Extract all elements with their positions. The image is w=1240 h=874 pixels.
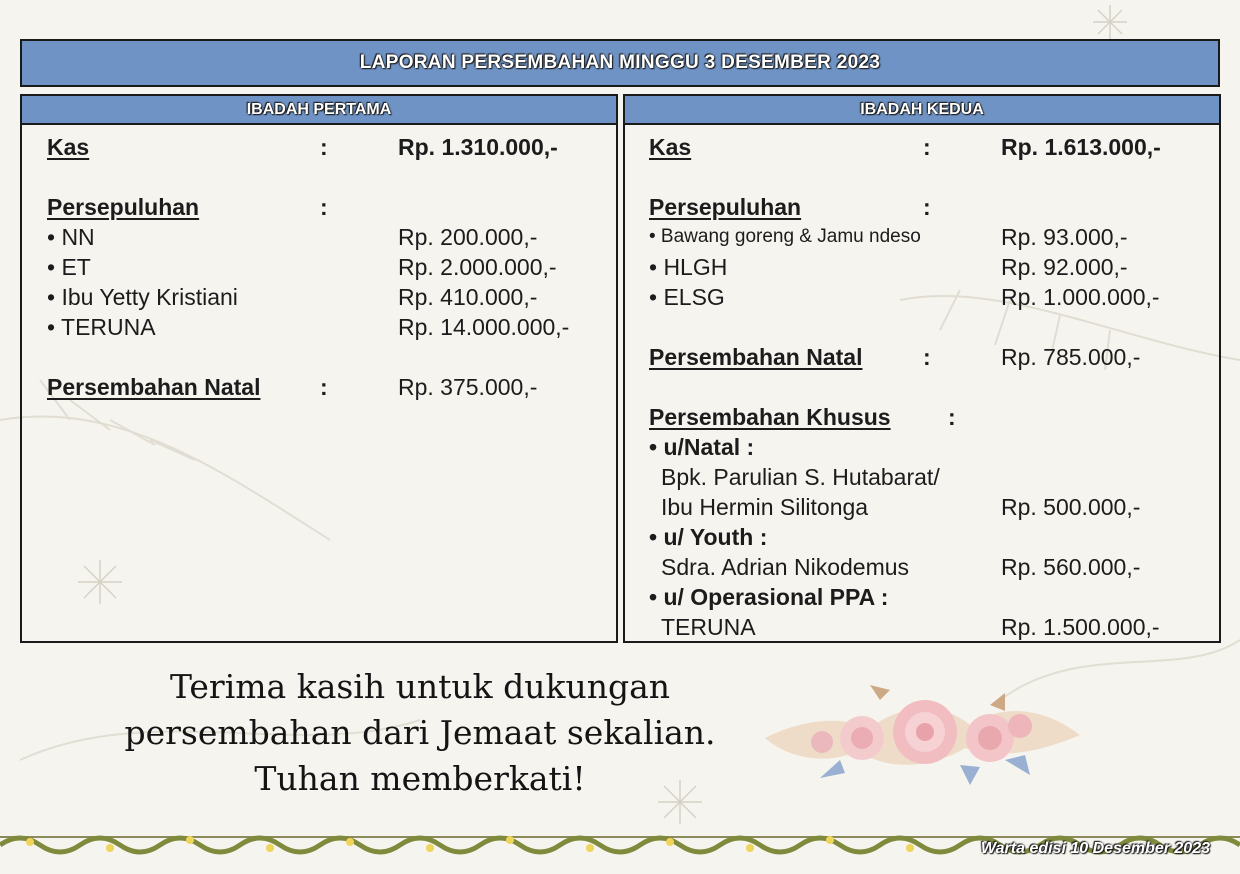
persepuluhan-item-amount: Rp. 200.000,- <box>398 224 538 250</box>
footer-edition: Warta edisi 10 Desember 2023 <box>980 840 1210 857</box>
natal-colon: : <box>923 344 931 370</box>
kas-label: Kas <box>47 134 90 160</box>
persepuluhan-item-amount: Rp. 2.000.000,- <box>398 254 557 280</box>
natal-amount: Rp. 785.000,- <box>1001 344 1141 370</box>
persepuluhan-item-name: • NN <box>47 224 95 250</box>
persepuluhan-colon: : <box>320 194 328 220</box>
persepuluhan-item-amount: Rp. 1.000.000,- <box>1001 284 1160 310</box>
persepuluhan-item-amount: Rp. 93.000,- <box>1001 224 1128 250</box>
khusus-group-line: Ibu Hermin Silitonga <box>661 494 869 520</box>
khusus-group-title: • u/ Operasional PPA : <box>649 584 889 610</box>
natal-label: Persembahan Natal <box>47 374 261 400</box>
thank-you-message <box>120 664 720 802</box>
kas-colon: : <box>320 134 328 160</box>
kas-label: Kas <box>649 134 692 160</box>
panel-ibadah-kedua <box>623 94 1221 643</box>
kas-amount: Rp. 1.613.000,- <box>1001 134 1161 160</box>
report-title: LAPORAN PERSEMBAHAN MINGGU 3 DESEMBER 2023 <box>20 39 1220 87</box>
thank-you-line: Terima kasih untuk dukungan <box>169 667 671 706</box>
persepuluhan-item-name: • ELSG <box>649 284 725 310</box>
natal-colon: : <box>320 374 328 400</box>
persepuluhan-item-name: • ET <box>47 254 91 280</box>
persepuluhan-item-name: • TERUNA <box>47 314 156 340</box>
persepuluhan-colon: : <box>923 194 931 220</box>
khusus-group-title: • u/Natal : <box>649 434 755 460</box>
khusus-group-amount: Rp. 560.000,- <box>1001 554 1141 580</box>
natal-label: Persembahan Natal <box>649 344 863 370</box>
persepuluhan-item-amount: Rp. 92.000,- <box>1001 254 1128 280</box>
panel-header-ibadah-kedua: IBADAH KEDUA <box>625 96 1219 125</box>
thank-you-line: Tuhan memberkati! <box>254 759 586 798</box>
kas-amount: Rp. 1.310.000,- <box>398 134 558 160</box>
khusus-label: Persembahan Khusus <box>649 404 891 430</box>
khusus-colon: : <box>948 404 956 430</box>
khusus-group-amount: Rp. 500.000,- <box>1001 494 1141 520</box>
persepuluhan-label: Persepuluhan <box>649 194 802 220</box>
persepuluhan-label: Persepuluhan <box>47 194 200 220</box>
persepuluhan-item-name: • Bawang goreng & Jamu ndeso <box>649 226 921 247</box>
persepuluhan-item-name: • Ibu Yetty Kristiani <box>47 284 238 310</box>
persepuluhan-item-name: • HLGH <box>649 254 728 280</box>
thank-you-line: persembahan dari Jemaat sekalian. <box>124 713 716 752</box>
persepuluhan-item-amount: Rp. 14.000.000,- <box>398 314 570 340</box>
khusus-group-line: Bpk. Parulian S. Hutabarat/ <box>661 464 940 490</box>
khusus-group-line: TERUNA <box>661 614 756 640</box>
natal-amount: Rp. 375.000,- <box>398 374 538 400</box>
panel-header-ibadah-pertama: IBADAH PERTAMA <box>22 96 616 125</box>
khusus-group-amount: Rp. 1.500.000,- <box>1001 614 1160 640</box>
panel-ibadah-pertama <box>20 94 618 643</box>
flower-bouquet-image <box>765 685 1080 785</box>
persepuluhan-item-amount: Rp. 410.000,- <box>398 284 538 310</box>
khusus-group-line: Sdra. Adrian Nikodemus <box>661 554 910 580</box>
khusus-group-title: • u/ Youth : <box>649 524 768 550</box>
kas-colon: : <box>923 134 931 160</box>
